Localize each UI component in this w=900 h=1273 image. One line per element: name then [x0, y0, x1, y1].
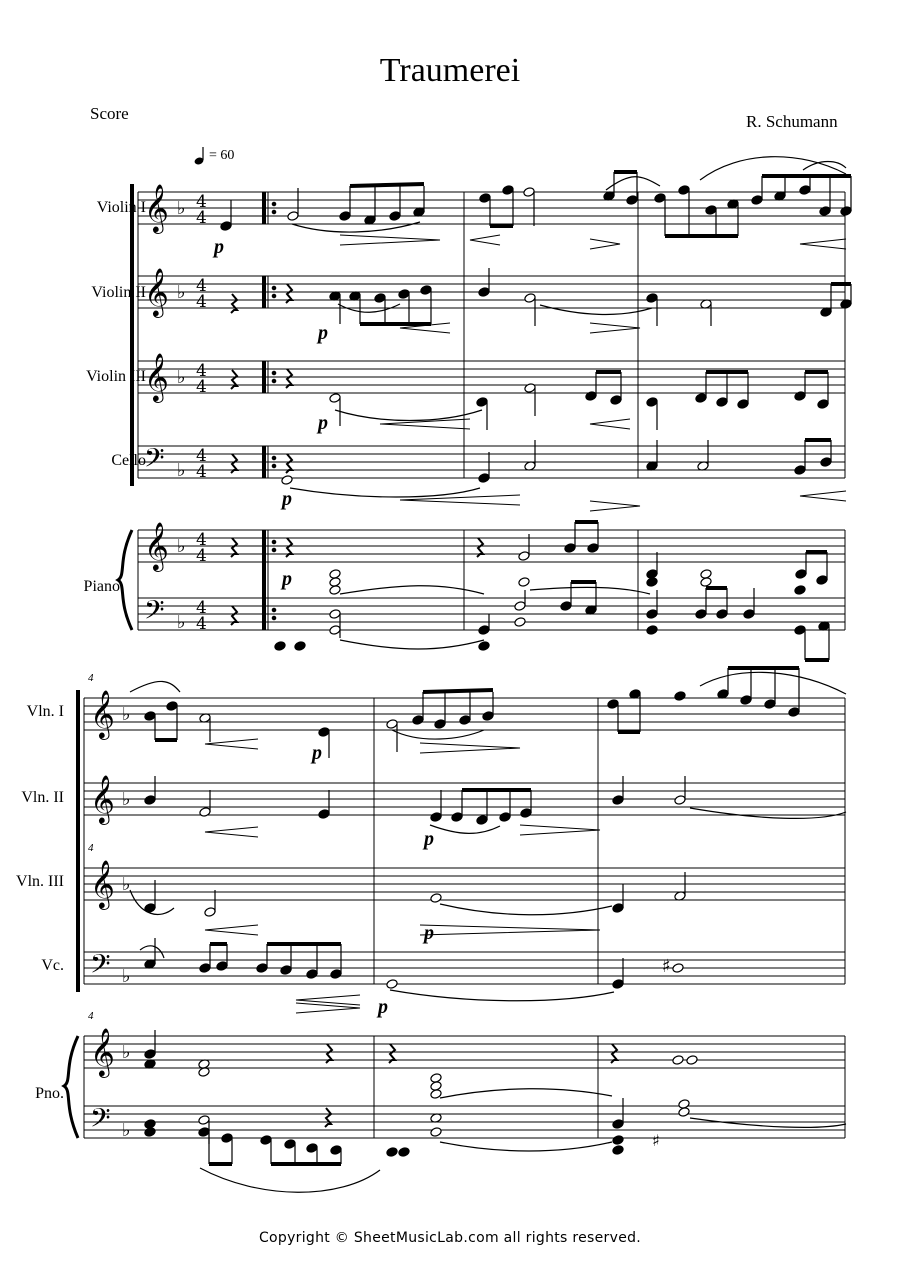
treble-clef: 𝄞	[144, 352, 169, 401]
note-head	[386, 719, 398, 730]
note-head	[646, 625, 658, 636]
note-head	[420, 285, 432, 296]
note-head	[318, 727, 330, 738]
note-head	[524, 293, 536, 304]
instrument-label-vln-1: Vln. I	[26, 703, 64, 720]
note-head	[306, 1143, 318, 1154]
dynamic-marking: p	[214, 236, 224, 258]
hairpin	[205, 925, 258, 935]
time-sig: 4	[196, 377, 207, 397]
note-head	[294, 641, 306, 652]
flat-sign: ♭	[177, 367, 186, 388]
note-head	[700, 577, 712, 588]
note-head	[216, 961, 228, 972]
note-head	[144, 903, 156, 914]
note-head	[398, 289, 410, 300]
note-head	[646, 577, 658, 588]
note-head	[166, 701, 178, 712]
time-sig: 4	[196, 292, 207, 312]
slur	[390, 990, 614, 1001]
note-head	[646, 397, 658, 408]
note-head	[478, 625, 490, 636]
bar-number: 4	[88, 842, 94, 854]
note-head	[430, 812, 442, 823]
bass-clef: 𝄢	[90, 948, 111, 986]
instrument-label-piano: Piano	[83, 578, 120, 595]
time-sig: 4	[196, 208, 207, 228]
flat-sign: ♭	[122, 966, 131, 987]
note-head	[646, 293, 658, 304]
note-head	[514, 601, 526, 612]
note-head	[479, 193, 491, 204]
time-sig: 4	[196, 462, 207, 482]
note-beam	[350, 184, 424, 186]
note-head	[737, 399, 749, 410]
time-sig: 4	[196, 361, 207, 381]
flat-sign: ♭	[177, 536, 186, 557]
hairpin	[800, 491, 846, 501]
note-head	[144, 1049, 156, 1060]
hairpin	[470, 235, 500, 245]
note-head	[674, 795, 686, 806]
hairpin	[205, 739, 258, 749]
slur	[340, 586, 484, 594]
repeat-dot	[272, 294, 276, 298]
note-head	[794, 465, 806, 476]
note-head	[199, 963, 211, 974]
note-head	[451, 812, 463, 823]
note-head	[686, 1055, 698, 1066]
treble-clef: 𝄞	[90, 774, 115, 823]
note-head	[502, 185, 514, 196]
note-head	[716, 397, 728, 408]
slur	[440, 1089, 612, 1098]
instrument-label-vln-3: Vln. III	[16, 873, 64, 890]
hairpin	[590, 323, 640, 333]
brace	[118, 530, 132, 630]
treble-clef: 𝄞	[144, 521, 169, 570]
note-head	[260, 1135, 272, 1146]
note-head	[612, 903, 624, 914]
note-head	[476, 397, 488, 408]
note-head	[740, 695, 752, 706]
slur	[430, 825, 500, 833]
score-title: Traumerei	[379, 52, 521, 89]
note-head	[221, 1133, 233, 1144]
note-head	[794, 391, 806, 402]
note-head	[476, 815, 488, 826]
treble-clef: 𝄞	[144, 267, 169, 316]
hairpin	[340, 235, 440, 245]
repeat-dot	[272, 456, 276, 460]
instrument-label-vc: Vc.	[41, 957, 64, 974]
hairpin	[420, 743, 520, 753]
note-head	[144, 795, 156, 806]
note-head	[478, 473, 490, 484]
note-head	[674, 691, 686, 702]
hairpin	[205, 827, 258, 837]
note-head	[198, 1127, 210, 1138]
note-head	[430, 893, 442, 904]
note-head	[716, 609, 728, 620]
note-head	[386, 979, 398, 990]
treble-clef: 𝄞	[90, 689, 115, 738]
note-head	[585, 391, 597, 402]
bar-number: 4	[88, 1010, 94, 1022]
note-head	[430, 1127, 442, 1138]
rest	[231, 370, 237, 389]
bass-clef: 𝄢	[90, 1102, 111, 1140]
note-head	[564, 543, 576, 554]
flat-sign: ♭	[122, 1120, 131, 1141]
hairpin	[520, 825, 600, 835]
note-head	[198, 1115, 210, 1126]
note-head	[412, 715, 424, 726]
dynamic-marking: p	[318, 322, 328, 344]
instrument-label-cello: Cello	[111, 452, 146, 469]
slur	[392, 730, 484, 739]
note-head	[610, 395, 622, 406]
sharp-sign: ♯	[652, 1131, 660, 1150]
note-head	[482, 711, 494, 722]
note-head	[329, 625, 341, 636]
dynamic-marking: p	[282, 568, 292, 590]
hairpin	[800, 239, 846, 249]
sharp-sign: ♯	[662, 956, 671, 977]
treble-clef: 𝄞	[90, 859, 115, 908]
note-head	[274, 641, 286, 652]
repeat-dot	[272, 464, 276, 468]
note-head	[144, 1127, 156, 1138]
note-head	[478, 641, 490, 652]
note-head	[695, 609, 707, 620]
instrument-label-violin-1: Violin I	[96, 199, 146, 216]
note-head	[794, 585, 806, 596]
slur	[290, 488, 480, 497]
slur	[690, 1118, 846, 1127]
note-head	[523, 187, 535, 198]
note-head	[788, 707, 800, 718]
dynamic-marking: p	[318, 412, 328, 434]
rest	[325, 1108, 331, 1127]
bar-number: 4	[88, 672, 94, 684]
note-head	[256, 963, 268, 974]
note-head	[646, 609, 658, 620]
note-head	[612, 979, 624, 990]
flat-sign: ♭	[122, 704, 131, 725]
repeat-dot	[272, 210, 276, 214]
flat-sign: ♭	[177, 612, 186, 633]
time-sig: 4	[196, 276, 207, 296]
tempo-value: = 60	[209, 148, 235, 163]
note-head	[306, 969, 318, 980]
composer-name: R. Schumann	[746, 112, 838, 131]
note-head	[199, 807, 211, 818]
note-head	[280, 965, 292, 976]
treble-clef: 𝄞	[144, 183, 169, 232]
brace	[64, 1036, 78, 1138]
note-head	[799, 185, 811, 196]
time-sig: 4	[196, 192, 207, 212]
flat-sign: ♭	[177, 198, 186, 219]
slur	[440, 1142, 612, 1151]
note-head	[434, 719, 446, 730]
flat-sign: ♭	[122, 1042, 131, 1063]
note-head	[330, 1145, 342, 1156]
treble-clef: 𝄞	[90, 1027, 115, 1076]
hairpin	[590, 239, 620, 249]
dynamic-marking: p	[282, 488, 292, 510]
rest	[231, 294, 237, 313]
time-sig: 4	[196, 446, 207, 466]
slur	[200, 1168, 380, 1192]
flat-sign: ♭	[122, 874, 131, 895]
note-head	[820, 457, 832, 468]
note-head	[587, 543, 599, 554]
hairpin	[590, 501, 640, 511]
note-head	[386, 1147, 398, 1158]
hairpin	[590, 419, 630, 429]
note-head	[705, 205, 717, 216]
note-head	[612, 1119, 624, 1130]
note-head	[318, 809, 330, 820]
time-sig: 4	[196, 546, 207, 566]
note-head	[840, 206, 852, 217]
repeat-dot	[272, 616, 276, 620]
slur	[440, 904, 612, 915]
slur	[340, 640, 484, 649]
note-head	[678, 1107, 690, 1118]
slur	[335, 410, 482, 421]
instrument-label-violin-3: Violin III	[86, 368, 146, 385]
note-beam	[423, 690, 493, 692]
note-head	[654, 193, 666, 204]
time-sig: 4	[196, 598, 207, 618]
slur	[690, 808, 846, 818]
dynamic-marking: p	[312, 742, 322, 764]
copyright-notice: Copyright © SheetMusicLab.com all rights reserved.	[258, 1230, 642, 1246]
dynamic-marking: p	[424, 828, 434, 850]
note-head	[695, 393, 707, 404]
note-head	[204, 907, 216, 918]
flat-sign: ♭	[177, 282, 186, 303]
dynamic-marking: p	[378, 996, 388, 1018]
note-head	[795, 569, 807, 580]
score-label: Score	[90, 104, 129, 123]
note-head	[329, 609, 341, 620]
note-head	[612, 1145, 624, 1156]
bass-clef: 𝄢	[144, 594, 165, 632]
note-head	[819, 206, 831, 217]
time-sig: 4	[196, 614, 207, 634]
repeat-dot	[272, 202, 276, 206]
note-head	[751, 195, 763, 206]
slur	[540, 305, 652, 314]
note-head	[672, 1055, 684, 1066]
repeat-dot	[272, 371, 276, 375]
note-head	[339, 211, 351, 222]
note-head	[330, 969, 342, 980]
note-head	[281, 475, 293, 486]
note-head	[144, 711, 156, 722]
flat-sign: ♭	[177, 460, 186, 481]
flat-sign: ♭	[122, 789, 131, 810]
slur	[803, 162, 846, 171]
note-head	[398, 1147, 410, 1158]
note-head	[612, 1135, 624, 1146]
note-head	[329, 393, 341, 404]
repeat-dot	[272, 379, 276, 383]
note-head	[672, 963, 684, 974]
instrument-label-violin-2: Violin II	[91, 284, 146, 301]
hairpin	[420, 925, 600, 935]
note-head	[389, 211, 401, 222]
note-head	[626, 195, 638, 206]
note-head	[794, 625, 806, 636]
dynamic-marking: p	[424, 922, 434, 944]
note-head	[607, 699, 619, 710]
note-head	[478, 287, 490, 298]
note-head	[817, 399, 829, 410]
note-head	[514, 617, 526, 628]
note-head	[612, 795, 624, 806]
note-head	[743, 609, 755, 620]
repeat-dot	[272, 548, 276, 552]
note-head	[329, 585, 341, 596]
repeat-dot	[272, 608, 276, 612]
note-head	[374, 293, 386, 304]
note-head	[678, 185, 690, 196]
note-head	[287, 211, 299, 222]
note-head	[284, 1139, 296, 1150]
repeat-dot	[272, 540, 276, 544]
time-sig: 4	[196, 530, 207, 550]
note-head	[520, 808, 532, 819]
slur	[130, 681, 180, 692]
repeat-dot	[272, 286, 276, 290]
note-head	[459, 715, 471, 726]
instrument-label-vln-2: Vln. II	[21, 789, 64, 806]
note-head	[499, 812, 511, 823]
note-head	[764, 699, 776, 710]
note-head	[220, 221, 232, 232]
note-head	[816, 575, 828, 586]
note-head	[518, 551, 530, 562]
slur	[530, 587, 650, 594]
instrument-label-pno: Pno.	[35, 1085, 64, 1102]
note-head	[524, 383, 536, 394]
bass-clef: 𝄢	[144, 442, 165, 480]
note-head	[518, 577, 530, 588]
note-head	[560, 601, 572, 612]
